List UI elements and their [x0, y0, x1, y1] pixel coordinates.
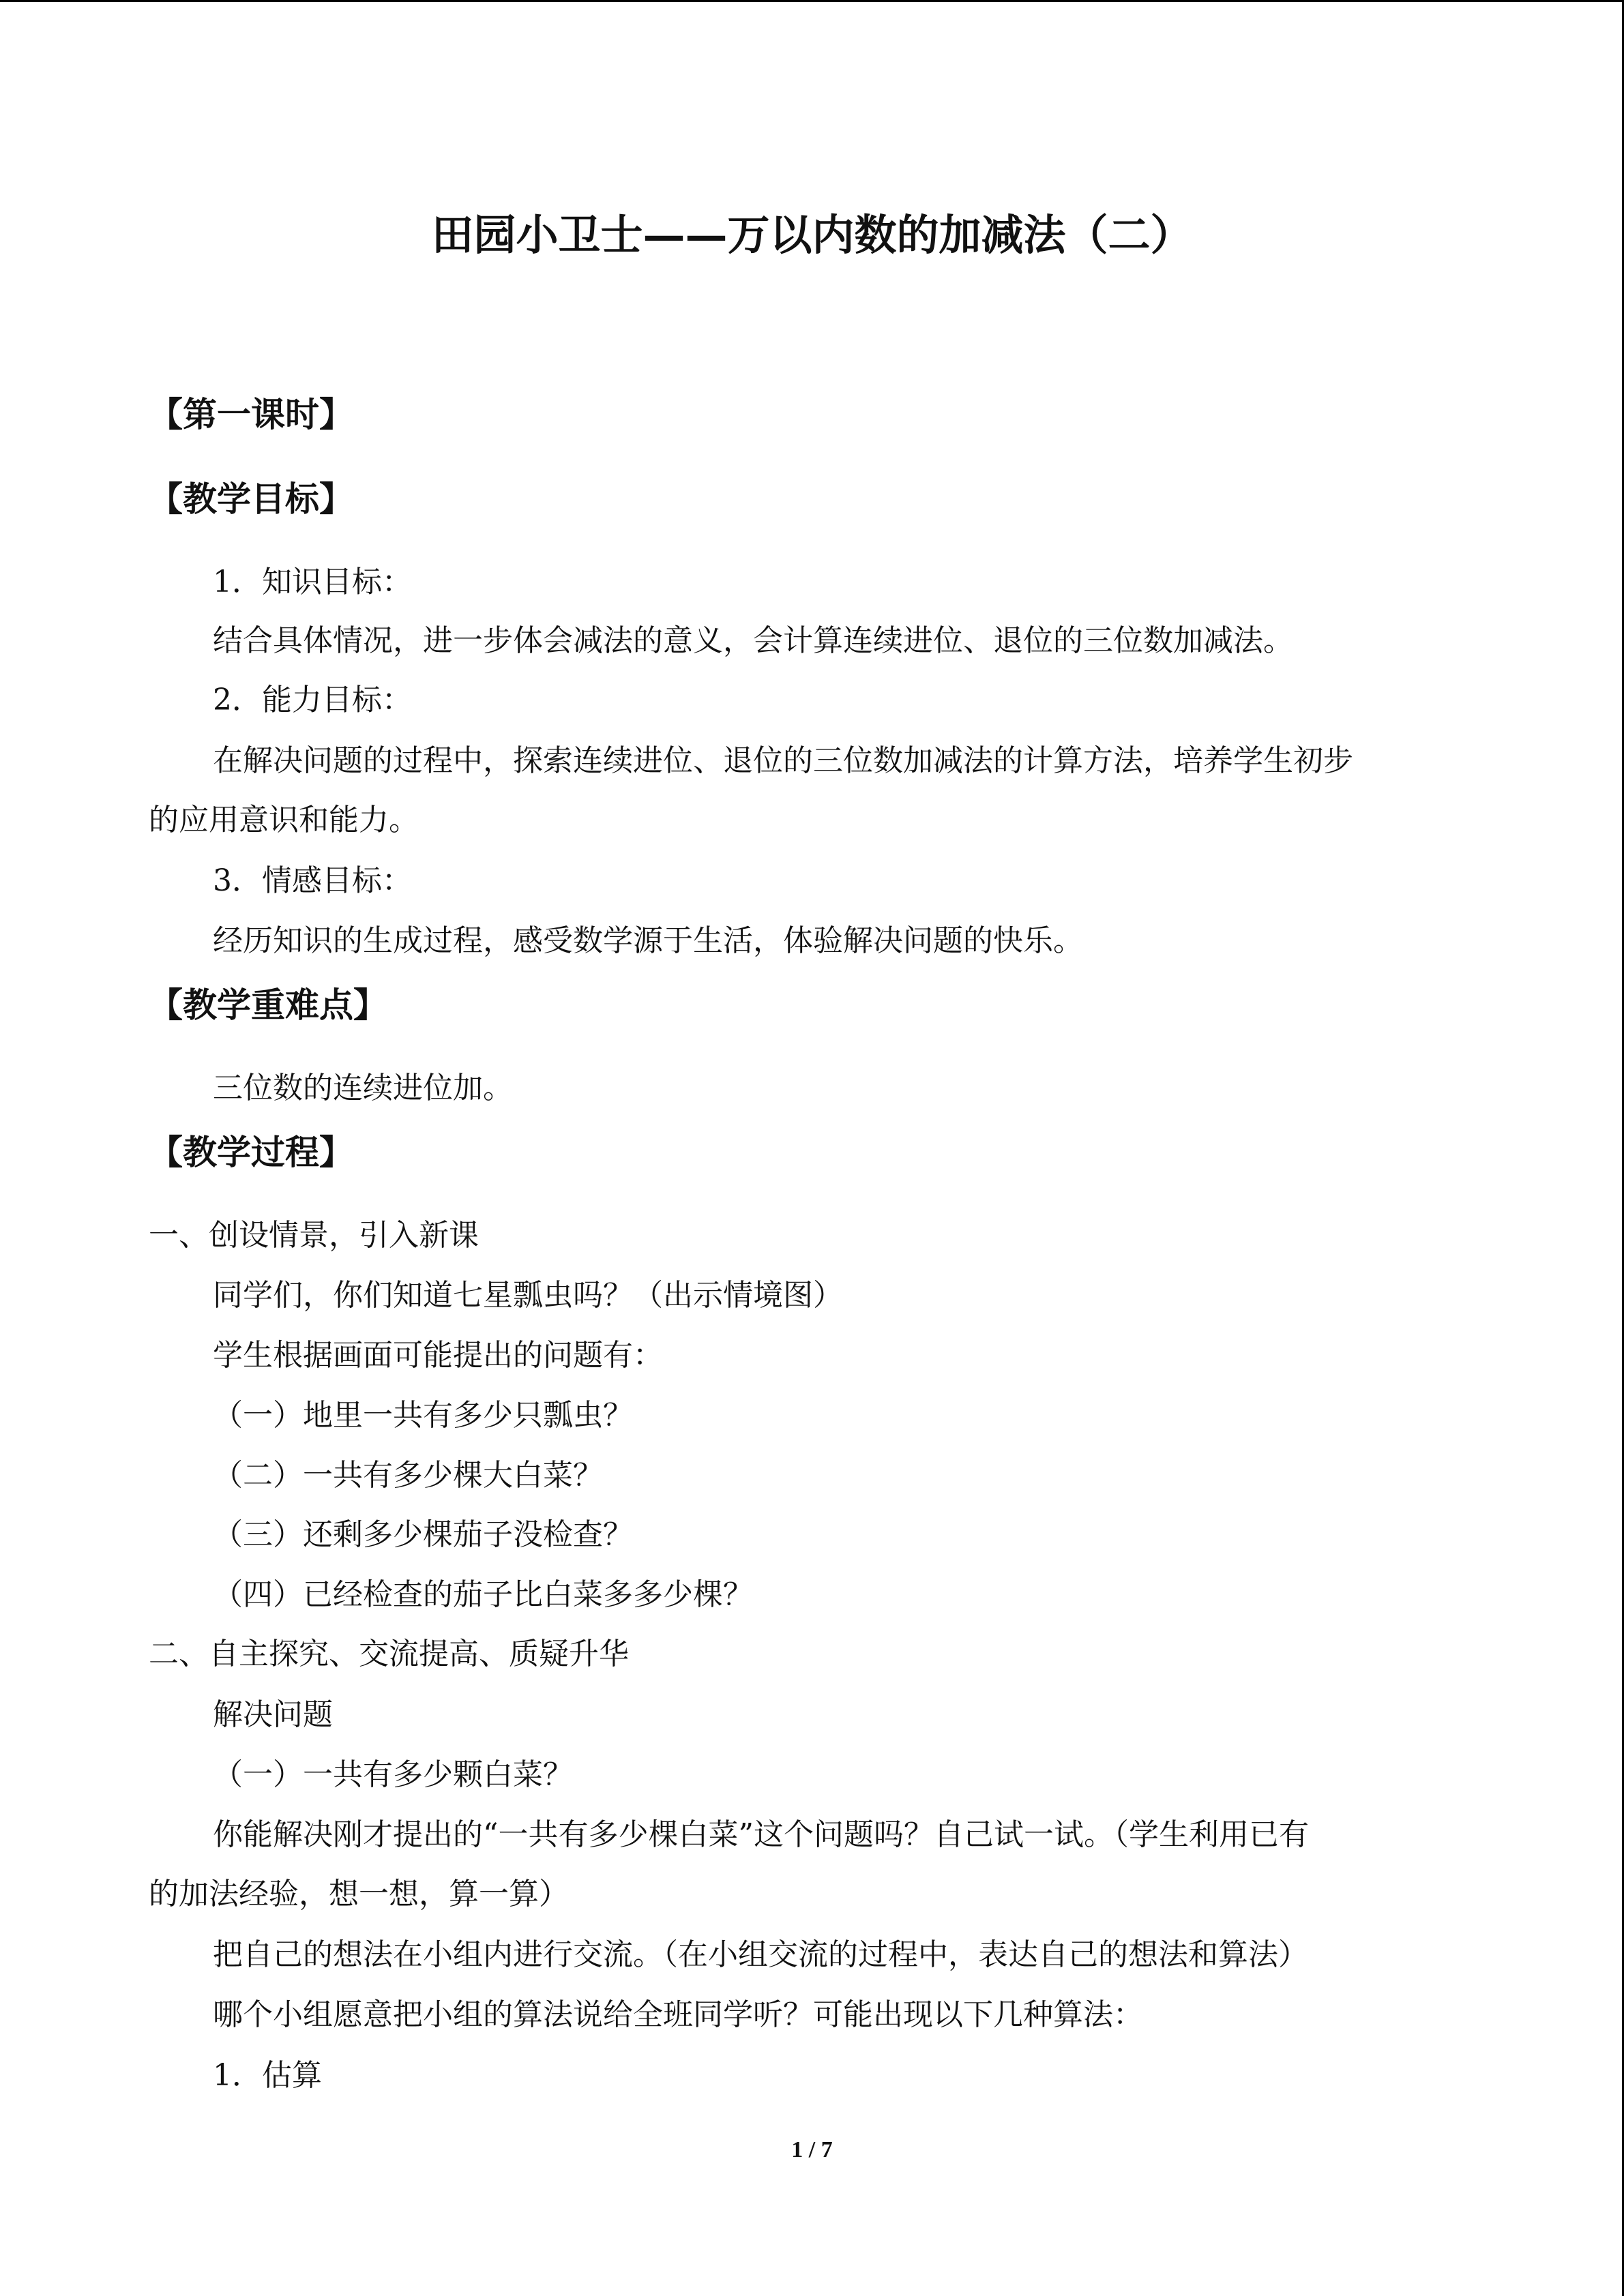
objective-3-label: 3．情感目标：	[213, 863, 412, 898]
question-2: （二）一共有多少棵大白菜？	[213, 1458, 603, 1493]
section-heading-keypoints: 【教学重难点】	[149, 985, 387, 1025]
process-part2-title: 二、自主探究、交流提高、质疑升华	[149, 1637, 629, 1671]
question-4: （四）已经检查的茄子比白菜多多少棵？	[213, 1577, 753, 1612]
objective-1-text: 结合具体情况，进一步体会减法的意义，会计算连续进位、退位的三位数加减法。	[213, 623, 1293, 658]
document-title: 田园小卫士——万以内数的加减法（二）	[431, 210, 1193, 260]
objective-3-text: 经历知识的生成过程，感受数学源于生活，体验解决问题的快乐。	[213, 923, 1083, 958]
process-part2-line1: 解决问题	[213, 1697, 333, 1732]
objective-1-label: 1．知识目标：	[213, 565, 412, 599]
section-heading-lesson: 【第一课时】	[149, 394, 353, 434]
page-number: 1 / 7	[791, 2137, 833, 2162]
objective-2-label: 2．能力目标：	[213, 683, 412, 717]
process-part2-line2b: 的加法经验，想一想，算一算）	[149, 1877, 569, 1911]
process-part2-question: （一）一共有多少颗白菜？	[213, 1757, 573, 1792]
process-part2-line2a: 你能解决刚才提出的“一共有多少棵白菜”这个问题吗？自己试一试。（学生利用已有	[213, 1817, 1309, 1852]
process-part2-line4: 哪个小组愿意把小组的算法说给全班同学听？可能出现以下几种算法：	[213, 1997, 1143, 2032]
objective-2-text-line1: 在解决问题的过程中，探索连续进位、退位的三位数加减法的计算方法，培养学生初步	[213, 743, 1353, 778]
question-3: （三）还剩多少棵茄子没检查？	[213, 1517, 633, 1552]
process-part1-title: 一、创设情景，引入新课	[149, 1218, 479, 1253]
process-part2-item1: 1．估算	[213, 2058, 322, 2093]
section-heading-objectives: 【教学目标】	[149, 479, 353, 519]
question-1: （一）地里一共有多少只瓢虫？	[213, 1398, 633, 1433]
objective-2-text-line2: 的应用意识和能力。	[149, 803, 419, 837]
process-part2-line3: 把自己的想法在小组内进行交流。（在小组交流的过程中，表达自己的想法和算法）	[213, 1937, 1308, 1972]
section-heading-process: 【教学过程】	[149, 1132, 353, 1172]
page-border-top	[0, 0, 1624, 2]
keypoints-text: 三位数的连续进位加。	[213, 1071, 513, 1105]
process-part1-line1: 同学们，你们知道七星瓢虫吗？（出示情境图）	[213, 1278, 843, 1313]
process-part1-line2: 学生根据画面可能提出的问题有：	[213, 1338, 663, 1373]
